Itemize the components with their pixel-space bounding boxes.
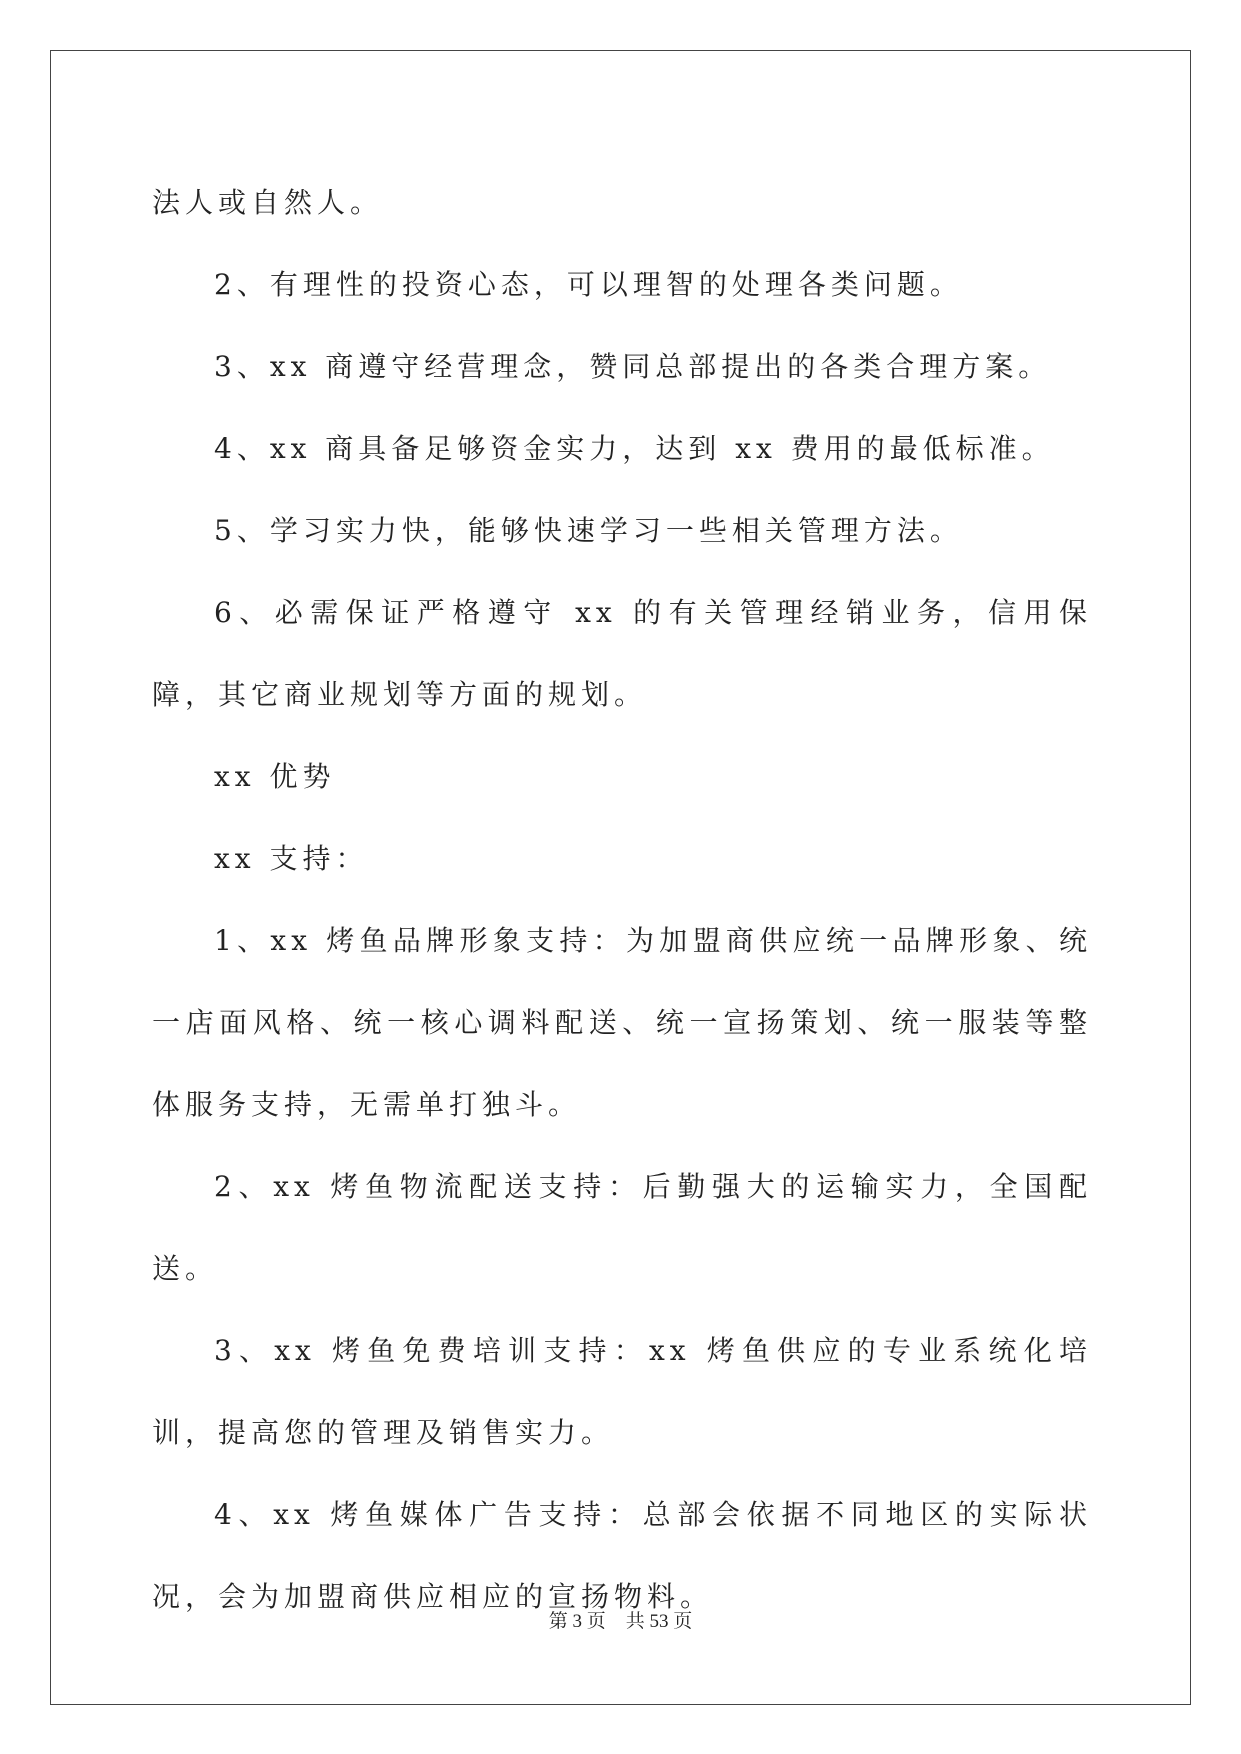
paragraph: 4、xx 商具备足够资金实力，达到 xx 费用的最低标准。 <box>214 432 1055 465</box>
paragraph: 6、必需保证严格遵守 xx 的有关管理经销业务，信用保障，其它商业规划等方面的规划。 <box>152 596 1092 711</box>
page-footer <box>0 1606 1241 1633</box>
paragraph: 4、xx 烤鱼媒体广告支持：总部会依据不同地区的实际状况，会为加盟商供应相应的宣扬物料。 <box>152 1498 1092 1613</box>
paragraph: 5、学习实力快，能够快速学习一些相关管理方法。 <box>214 514 963 547</box>
paragraph: 2、xx 烤鱼物流配送支持：后勤强大的运输实力，全国配送。 <box>152 1170 1092 1285</box>
paragraph: 2、有理性的投资心态，可以理智的处理各类问题。 <box>214 268 963 301</box>
paragraph: 法人或自然人。 <box>152 186 384 219</box>
paragraph: 3、xx 烤鱼免费培训支持：xx 烤鱼供应的专业系统化培训，提高您的管理及销售实力。 <box>152 1334 1092 1449</box>
page-total: 共 53 页 <box>625 1611 693 1632</box>
paragraph: 3、xx 商遵守经营理念，赞同总部提出的各类合理方案。 <box>214 350 1052 383</box>
section-heading: xx 支持： <box>214 842 369 875</box>
paragraph: 1、xx 烤鱼品牌形象支持：为加盟商供应统一品牌形象、统一店面风格、统一核心调料配送、统一宣扬策划、统一服装等整体服务支持，无需单打独斗。 <box>152 924 1092 1121</box>
document-body <box>152 162 1092 1638</box>
page-number: 第 3 页 <box>548 1611 606 1632</box>
section-heading: xx 优势 <box>214 760 336 793</box>
